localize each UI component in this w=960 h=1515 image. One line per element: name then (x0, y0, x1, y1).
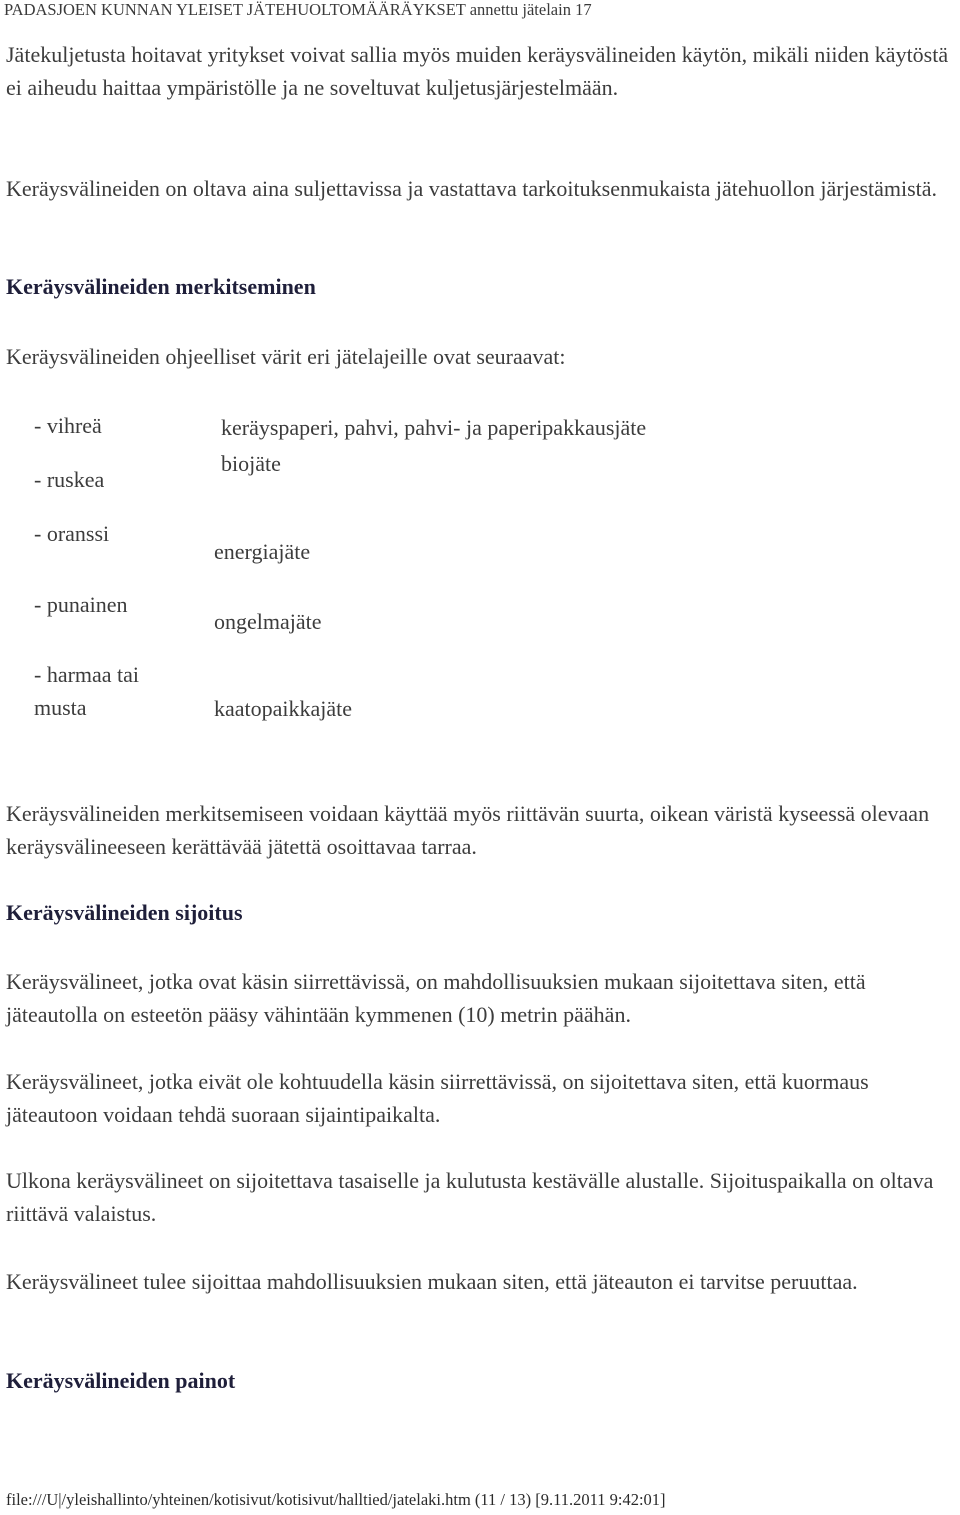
heading-placement: Keräysvälineiden sijoitus (6, 900, 243, 925)
waste-energy: energiajäte (214, 539, 311, 564)
color-grey-or-black-line2: musta (34, 695, 87, 720)
heading-marking: Keräysvälineiden merkitseminen (6, 274, 316, 299)
waste-landfill: kaatopaikkajäte (214, 696, 353, 721)
paragraph-closable-containers: Keräysvälineiden on oltava aina suljettavissa ja vastattava tarkoituksenmukaista jätehuollon järjestämistä. (6, 176, 938, 201)
color-brown: - ruskea (34, 467, 105, 492)
page-footer-path: file:///U|/yleishallinto/yhteinen/kotisivut/kotisivut/halltied/jatelaki.htm (11 / 13) [9.11.2011 9:42:01] (6, 1490, 666, 1509)
paragraph-labels: Keräysvälineiden merkitsemiseen voidaan käyttää myös riittävän suurta, oikean väristä kyseessä olevaan keräysvälineeseen kerättävää jätettä osoittavaa tarraa. (6, 801, 930, 859)
paragraph-no-reversing: Keräysvälineet tulee sijoittaa mahdollisuuksien mukaan siten, että jäteauton ei tarvitse peruuttaa. (6, 1269, 858, 1294)
paragraph-fixed-containers: Keräysvälineet, jotka eivät ole kohtuudella käsin siirrettävissä, on sijoitettava siten, että kuormaus jäteautoon voidaan tehdä suoraan sijaintipaikalta. (6, 1069, 869, 1127)
paragraph-colors-intro: Keräysvälineiden ohjeelliset värit eri jätelajeille ovat seuraavat: (6, 344, 566, 369)
waste-bio: biojäte (221, 451, 281, 476)
color-grey-or-black-line1: - harmaa tai (34, 662, 140, 687)
color-red: - punainen (34, 592, 128, 617)
paragraph-collection-vehicles: Jätekuljetusta hoitavat yritykset voivat sallia myös muiden keräysvälineiden käytön, mikäli niiden käytöstä ei aiheudu haittaa ympäristölle ja ne soveltuvat kuljetusjärjestelmään. (6, 42, 949, 100)
color-orange: - oranssi (34, 521, 110, 546)
color-green: - vihreä (34, 413, 102, 438)
waste-paper: keräyspaperi, pahvi, pahvi- ja paperipakkausjäte (221, 415, 647, 440)
heading-weights: Keräysvälineiden painot (6, 1368, 236, 1393)
waste-hazardous: ongelmajäte (214, 609, 322, 634)
paragraph-outdoor-base: Ulkona keräysvälineet on sijoitettava tasaiselle ja kulutusta kestävälle alustalle. Sijoituspaikalla on oltava riittävä valaistus. (6, 1168, 934, 1226)
page-header: PADASJOEN KUNNAN YLEISET JÄTEHUOLTOMÄÄRÄYKSET annettu jätelain 17 (4, 0, 592, 19)
paragraph-movable-containers: Keräysvälineet, jotka ovat käsin siirrettävissä, on mahdollisuuksien mukaan sijoitettava siten, että jäteautolla on esteetön pääsy vähintään kymmenen (10) metrin päähän. (6, 969, 866, 1027)
